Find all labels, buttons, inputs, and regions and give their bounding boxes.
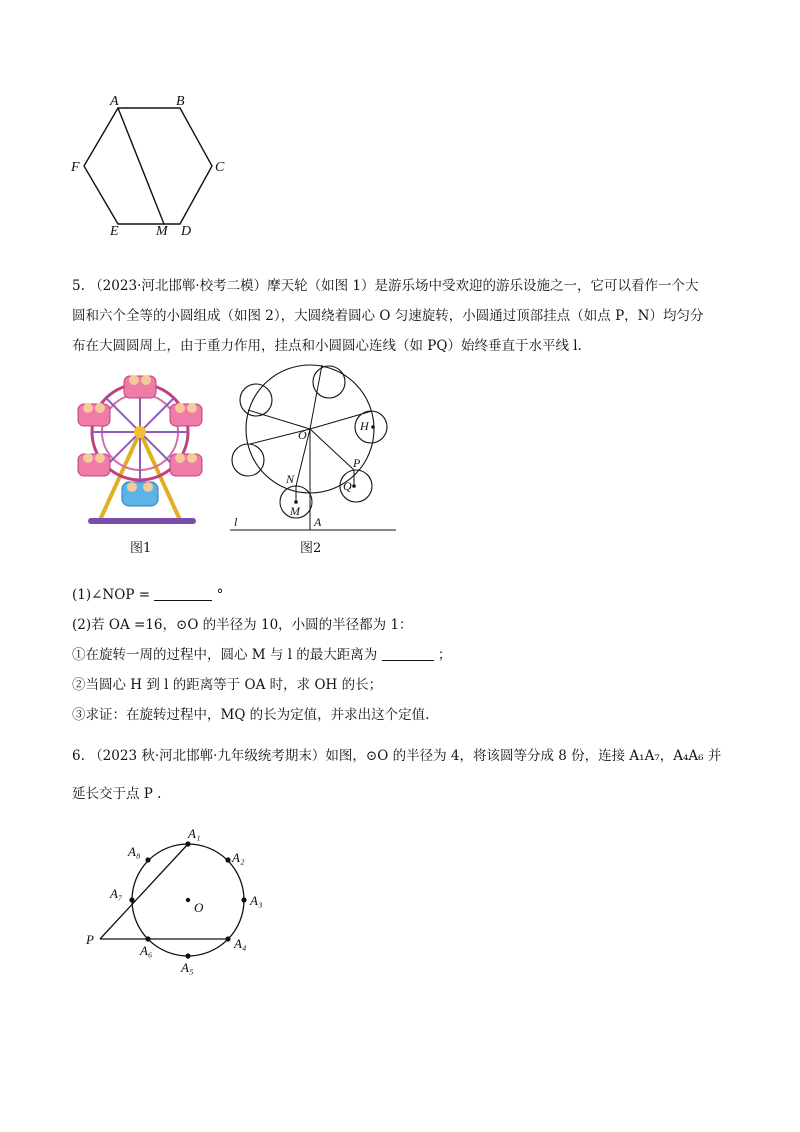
problem5-q2-1 (72, 645, 732, 665)
q1-answer-blank[interactable] (154, 586, 212, 601)
hexagon-label-b: B (176, 94, 185, 109)
p6-label-a8: A₈ (128, 844, 141, 859)
q2-1-answer-blank[interactable] (382, 646, 434, 661)
gondola-upper-right (170, 403, 202, 426)
gondola-lower-right (170, 453, 202, 476)
p6-label-a4: A₄ (234, 936, 247, 951)
hexagon-label-f: F (71, 160, 80, 175)
problem6-line1: 6. （2023 秋·河北邯郸·九年级统考期末）如图，⊙O 的半径为 4，将该圆等分成 8 份，连接 A₁A₇，A₄A₆ 并 (72, 748, 722, 764)
hexagon-label-e: E (110, 224, 119, 239)
gondola-lower-left (78, 453, 110, 476)
p6-label-a6: A₆ (140, 943, 153, 958)
fig2-label-q: Q (343, 479, 352, 493)
gondola-upper-left (78, 403, 110, 426)
q2-1-prefix: ①在旋转一周的过程中，圆心 M 与 l 的最大距离为 (72, 647, 378, 663)
figure2-caption: 图2 (300, 541, 322, 556)
hexagon-label-m: M (156, 224, 168, 239)
problem5-line2: 圆和六个全等的小圆组成（如图 2），大圆绕着圆心 O 匀速旋转，小圆通过顶部挂点（如点 P，N）均匀分 (72, 308, 704, 324)
problem5-q2-3: ③求证：在旋转过程中，MQ 的长为定值，并求出这个定值. (72, 707, 430, 723)
p6-label-a7: A₇ (110, 886, 123, 901)
problem5-q1 (72, 585, 732, 605)
p6-label-a3: A₃ (250, 893, 263, 908)
q1-prefix: (1)∠NOP = (72, 587, 151, 603)
fig2-label-h: H (360, 419, 369, 433)
gondola-top (124, 375, 156, 398)
p6-label-a1: A₁ (188, 826, 201, 841)
fig2-label-n: N (286, 472, 295, 486)
problem6-line2: 延长交于点 P . (72, 786, 162, 802)
p6-label-p: P (86, 932, 94, 947)
ferris-wheel-diagram (226, 355, 406, 535)
fig2-label-l: l (234, 515, 238, 529)
p6-label-a2: A₂ (232, 850, 245, 865)
p6-label-a5: A₅ (181, 960, 194, 975)
p6-label-o: O (194, 900, 204, 915)
problem5-q2: (2)若 OA =16，⊙O 的半径为 10，小圆的半径都为 1： (72, 617, 413, 633)
fig2-label-m: M (290, 504, 300, 518)
octagon-circle-figure (82, 820, 282, 980)
problem5-line3: 布在大圆圆周上，由于重力作用，挂点和小圆圆心连线（如 PQ）始终垂直于水平线 l. (72, 338, 582, 354)
fig2-label-a: A (314, 515, 322, 529)
ferris-wheel-illustration (72, 370, 212, 530)
hexagon-figure (66, 92, 236, 242)
figure1-caption: 图1 (130, 541, 152, 556)
hexagon-label-d: D (181, 224, 192, 239)
problem5-q2-2: ②当圆心 H 到 l 的距离等于 OA 时，求 OH 的长； (72, 677, 383, 693)
q2-1-suffix: ； (437, 647, 452, 663)
hexagon-label-c: C (215, 160, 225, 175)
gondola-bottom (122, 482, 158, 506)
fig2-label-o: O (298, 428, 307, 442)
fig2-label-p: P (353, 456, 361, 470)
problem5-line1: 5. （2023·河北邯郸·校考二模）摩天轮（如图 1）是游乐场中受欢迎的游乐设施之一，它可以看作一个大 (72, 278, 699, 294)
q1-suffix: ° (216, 587, 224, 603)
hexagon-label-a: A (110, 94, 119, 109)
